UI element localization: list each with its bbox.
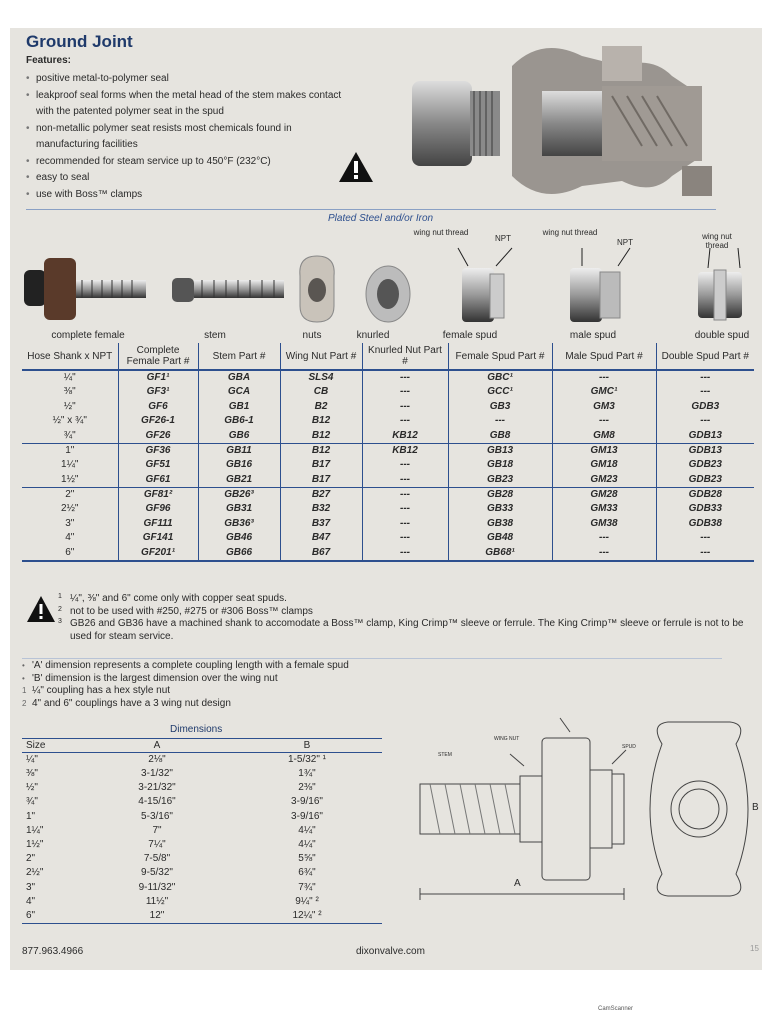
table-cell: KB12 xyxy=(362,443,448,458)
table-cell: GM28 xyxy=(552,487,656,502)
label-female-spud: female spud xyxy=(442,330,498,341)
label-complete-female: complete female xyxy=(51,330,125,341)
table-cell: GB3 xyxy=(448,400,552,415)
phone-number: 877.963.4966 xyxy=(22,946,84,957)
table-row xyxy=(22,852,382,866)
table-cell: GB26³ xyxy=(198,487,280,502)
table-row xyxy=(22,502,754,517)
table-cell: B12 xyxy=(280,443,362,458)
material-caption: Plated Steel and/or Iron xyxy=(328,213,434,224)
table-cell: 2" xyxy=(22,487,118,502)
table-cell: GB28 xyxy=(448,487,552,502)
table-cell: 6" xyxy=(22,909,82,924)
feature-item: • positive metal-to-polymer seal xyxy=(26,71,356,88)
table-cell: GDB3 xyxy=(656,400,754,415)
double-spud-wing-nut-callout: wing nut thread xyxy=(702,232,732,250)
table-cell: B12 xyxy=(280,414,362,429)
page-title: Ground Joint xyxy=(26,32,133,51)
table-cell: GDB13 xyxy=(656,443,754,458)
table-row xyxy=(22,473,754,488)
table-cell: 3-21/32" xyxy=(138,782,176,794)
table-cell: GF81² xyxy=(118,487,198,502)
footnote-2: 2 not to be used with #250, #275 or #306 Boss™ clamps xyxy=(58,605,313,617)
table-cell: GM3 xyxy=(552,400,656,415)
table-cell: --- xyxy=(656,414,754,429)
col-wing-nut: Wing Nut Part # xyxy=(280,343,362,370)
table-row xyxy=(22,767,382,781)
table-cell: ¼" xyxy=(26,754,38,765)
table-cell: --- xyxy=(656,370,754,385)
col-female-spud: Female Spud Part # xyxy=(448,343,552,370)
table-cell: ½" xyxy=(63,400,76,412)
table-cell: B27 xyxy=(280,487,362,502)
table-cell: ¾" xyxy=(26,796,38,808)
table-cell: B32 xyxy=(280,502,362,517)
female-spud-npt-callout: NPT xyxy=(495,234,511,243)
table-cell: GF201¹ xyxy=(118,546,198,561)
table-cell: GCA xyxy=(198,385,280,400)
table-cell: 12" xyxy=(82,909,232,924)
dimension-b-label: B xyxy=(752,802,759,813)
table-cell: GM8 xyxy=(552,429,656,444)
table-cell: 9-11/32" xyxy=(138,881,176,893)
warning-icon xyxy=(337,150,375,184)
complete-female-photo xyxy=(24,258,146,320)
table-cell: GF141 xyxy=(118,531,198,546)
table-cell: ⅜" xyxy=(26,768,38,780)
table-row xyxy=(22,443,754,458)
table-cell: 2⅛" xyxy=(148,754,166,765)
table-cell: 7¾" xyxy=(298,881,316,893)
table-cell: 3" xyxy=(65,517,75,529)
table-cell: --- xyxy=(552,546,656,561)
catalog-page xyxy=(10,28,762,970)
table-cell: GB1 xyxy=(198,400,280,415)
table-row xyxy=(22,516,754,531)
table-cell: GB8 xyxy=(448,429,552,444)
table-cell: 1¼" xyxy=(26,824,44,836)
col-size: Size xyxy=(22,739,82,753)
table-cell: B12 xyxy=(280,429,362,444)
table-cell: --- xyxy=(362,516,448,531)
table-cell: GBC¹ xyxy=(448,370,552,385)
table-row xyxy=(22,810,382,824)
table-cell: ¼" xyxy=(63,372,76,383)
table-cell: GDB13 xyxy=(656,429,754,444)
table-cell: 4" xyxy=(26,895,36,907)
table-row xyxy=(22,881,382,895)
col-complete-female: Complete Female Part # xyxy=(118,343,198,370)
table-row xyxy=(22,781,382,795)
footnotes xyxy=(60,593,750,643)
dimension-note: • 'A' dimension represents a complete coupling length with a female spud xyxy=(22,660,349,671)
table-cell: GMC¹ xyxy=(552,385,656,400)
table-cell: 3-9/16" xyxy=(291,810,323,822)
table-cell: 2½" xyxy=(26,867,44,879)
table-cell: B2 xyxy=(280,400,362,415)
table-row xyxy=(22,487,754,502)
table-row xyxy=(22,909,382,924)
table-cell: --- xyxy=(362,458,448,473)
table-cell: GF96 xyxy=(118,502,198,517)
table-cell: GM23 xyxy=(552,473,656,488)
table-cell: 3" xyxy=(26,881,36,893)
table-cell: CB xyxy=(280,385,362,400)
table-cell: GF6 xyxy=(118,400,198,415)
table-cell: B17 xyxy=(280,458,362,473)
table-cell: GB38 xyxy=(448,516,552,531)
table-cell: --- xyxy=(362,385,448,400)
page-number: 15 xyxy=(750,944,759,953)
table-cell: GF36 xyxy=(118,443,198,458)
table-cell: GB36³ xyxy=(198,516,280,531)
table-cell: GB6-1 xyxy=(198,414,280,429)
table-row xyxy=(22,385,754,400)
table-cell: --- xyxy=(362,531,448,546)
table-cell: GM38 xyxy=(552,516,656,531)
dimension-note: 1 ¼" coupling has a hex style nut xyxy=(22,685,171,696)
table-cell: --- xyxy=(552,414,656,429)
label-stem: stem xyxy=(204,330,226,341)
coupling-diagram xyxy=(400,704,750,914)
parts-table xyxy=(22,343,754,562)
table-row xyxy=(22,824,382,838)
spud-callout: SPUD xyxy=(622,744,636,750)
table-cell: ½" xyxy=(26,782,38,794)
table-cell: GB21 xyxy=(198,473,280,488)
label-knurled: knurled xyxy=(356,330,390,341)
table-cell: GB23 xyxy=(448,473,552,488)
table-cell: 12¼" ² xyxy=(232,909,382,924)
female-spud-wing-nut-callout: wing nut thread xyxy=(413,228,469,237)
double-spud-photo xyxy=(698,270,742,320)
stem-photo xyxy=(172,278,284,302)
female-spud-photo xyxy=(462,268,504,322)
table-row xyxy=(22,458,754,473)
features-heading: Features: xyxy=(26,55,72,66)
table-cell: 1¾" xyxy=(298,768,316,780)
table-cell: GDB28 xyxy=(656,487,754,502)
table-cell: GCC¹ xyxy=(448,385,552,400)
table-row xyxy=(22,414,754,429)
table-cell: GDB33 xyxy=(656,502,754,517)
table-cell: GB68¹ xyxy=(448,546,552,561)
table-cell: GDB38 xyxy=(656,516,754,531)
table-cell: 4-15/16" xyxy=(138,796,176,808)
table-cell: GF26 xyxy=(118,429,198,444)
features-list xyxy=(26,71,356,203)
table-cell: GDB23 xyxy=(656,473,754,488)
table-cell: --- xyxy=(362,370,448,385)
table-row xyxy=(22,866,382,880)
table-cell: GF51 xyxy=(118,458,198,473)
table-cell: GB6 xyxy=(198,429,280,444)
table-cell: 1½" xyxy=(26,839,44,851)
table-cell: 7" xyxy=(152,824,162,836)
table-cell: GDB23 xyxy=(656,458,754,473)
table-cell: GB31 xyxy=(198,502,280,517)
table-cell: GB46 xyxy=(198,531,280,546)
feature-item: • use with Boss™ clamps xyxy=(26,187,356,204)
table-row xyxy=(22,429,754,444)
dimension-a-label: A xyxy=(514,878,521,889)
dimension-note: • 'B' dimension is the largest dimension over the wing nut xyxy=(22,672,278,684)
knurled-nut-photo xyxy=(366,266,410,322)
table-cell: GF1¹ xyxy=(118,370,198,385)
table-cell: --- xyxy=(656,531,754,546)
table-cell: 1-5/32" ¹ xyxy=(287,754,326,765)
col-stem: Stem Part # xyxy=(198,343,280,370)
col-a: A xyxy=(82,739,232,753)
table-cell: B17 xyxy=(280,473,362,488)
table-cell: GB11 xyxy=(198,443,280,458)
table-cell: 1¼" xyxy=(61,459,79,471)
table-cell: GM33 xyxy=(552,502,656,517)
table-cell: GM18 xyxy=(552,458,656,473)
dimension-notes xyxy=(22,660,382,710)
table-cell: KB12 xyxy=(362,429,448,444)
table-cell: 5-3/16" xyxy=(141,810,173,822)
table-cell: --- xyxy=(362,502,448,517)
table-cell: GB48 xyxy=(448,531,552,546)
table-cell: GB33 xyxy=(448,502,552,517)
table-cell: GM13 xyxy=(552,443,656,458)
table-cell: 2" xyxy=(26,853,36,865)
table-row xyxy=(22,546,754,561)
table-cell: GB13 xyxy=(448,443,552,458)
col-hose-shank: Hose Shank x NPT xyxy=(22,343,118,370)
table-cell: 1½" xyxy=(61,473,79,485)
table-cell: GB16 xyxy=(198,458,280,473)
wing-nut-photo xyxy=(300,256,334,322)
table-cell: GF61 xyxy=(118,473,198,488)
col-double-spud: Double Spud Part # xyxy=(656,343,754,370)
table-row xyxy=(22,753,382,768)
table-cell: GB18 xyxy=(448,458,552,473)
table-cell: ¾" xyxy=(63,429,76,441)
label-male-spud: male spud xyxy=(569,330,617,341)
table-cell: 11½" xyxy=(145,895,169,907)
table-cell: --- xyxy=(448,414,552,429)
male-spud-wing-nut-callout: wing nut thread xyxy=(542,228,598,237)
table-cell: 3-1/32" xyxy=(141,768,173,780)
col-b: B xyxy=(232,739,382,753)
table-row xyxy=(22,370,754,385)
feature-item: • leakproof seal forms when the metal head of the stem makes contact with the patented polymer seat in the spud xyxy=(26,88,356,121)
table-cell: ½" x ¾" xyxy=(52,415,87,427)
table-cell: --- xyxy=(362,487,448,502)
feature-item: • recommended for steam service up to 450°F (232°C) xyxy=(26,154,356,171)
stem-callout: STEM xyxy=(438,752,452,758)
table-cell: 9-5/32" xyxy=(141,867,173,879)
table-cell: --- xyxy=(552,531,656,546)
scanner-watermark: CamScanner xyxy=(598,1006,634,1012)
table-cell: B47 xyxy=(280,531,362,546)
table-cell: --- xyxy=(362,546,448,561)
table-cell: ⅜" xyxy=(63,386,76,398)
table-cell: 1" xyxy=(22,443,118,458)
table-cell: 2⅜" xyxy=(298,782,316,794)
table-row xyxy=(22,838,382,852)
table-cell: --- xyxy=(656,385,754,400)
warning-icon xyxy=(26,595,56,623)
table-cell: 4¼" xyxy=(298,824,316,836)
table-cell: SLS4 xyxy=(280,370,362,385)
col-knurled-nut: Knurled Nut Part # xyxy=(362,343,448,370)
label-nuts: nuts xyxy=(302,330,322,341)
table-cell: 7¼" xyxy=(148,839,166,851)
dimensions-table xyxy=(22,738,382,924)
table-cell: 9¼" ² xyxy=(295,895,319,907)
table-cell: B67 xyxy=(280,546,362,561)
male-spud-photo xyxy=(570,268,620,322)
table-cell: 4" xyxy=(65,532,75,544)
table-cell: --- xyxy=(362,473,448,488)
dimension-note: 2 4" and 6" couplings have a 3 wing nut design xyxy=(22,697,231,709)
footnote-1: 1 ¼", ⅜" and 6" come only with copper seat spuds. xyxy=(58,593,287,604)
footnote-3: 3 GB26 and GB36 have a machined shank to accomodate a Boss™ clamp, King Crimp™ sleeve or ferrule. The King Crimp™ sleeve or ferrule is not to be used for steam service. xyxy=(58,618,744,642)
table-cell: 3-9/16" xyxy=(291,796,323,808)
product-photos-row xyxy=(22,226,752,330)
table-cell: 4¼" xyxy=(298,839,316,851)
table-cell: --- xyxy=(656,546,754,561)
table-cell: 7-5/8" xyxy=(143,853,171,865)
table-cell: GF26-1 xyxy=(118,414,198,429)
table-cell: --- xyxy=(552,370,656,385)
ground-joint-assembly-photo xyxy=(402,36,732,206)
table-cell: GB66 xyxy=(198,546,280,561)
label-double-spud: double spud xyxy=(694,330,750,341)
table-row xyxy=(22,895,382,909)
col-male-spud: Male Spud Part # xyxy=(552,343,656,370)
table-cell: 6¾" xyxy=(298,867,316,879)
male-spud-npt-callout: NPT xyxy=(617,238,633,247)
table-cell: GF3¹ xyxy=(118,385,198,400)
table-cell: B37 xyxy=(280,516,362,531)
feature-item: • easy to seal xyxy=(26,170,356,187)
table-cell: GBA xyxy=(198,370,280,385)
table-cell: 2½" xyxy=(61,503,79,515)
table-cell: GF111 xyxy=(118,516,198,531)
wing-nut-callout: WING NUT xyxy=(494,736,520,742)
table-cell: 6" xyxy=(22,546,118,561)
table-row xyxy=(22,795,382,809)
table-row xyxy=(22,400,754,415)
table-cell: 5⅝" xyxy=(298,853,316,865)
dimensions-caption: Dimensions xyxy=(170,724,223,735)
table-cell: --- xyxy=(362,414,448,429)
table-cell: --- xyxy=(362,400,448,415)
feature-item: • non-metallic polymer seat resists most chemicals found in manufacturing facilities xyxy=(26,121,356,154)
table-cell: 1" xyxy=(26,810,36,822)
table-row xyxy=(22,531,754,546)
website: dixonvalve.com xyxy=(356,946,425,957)
